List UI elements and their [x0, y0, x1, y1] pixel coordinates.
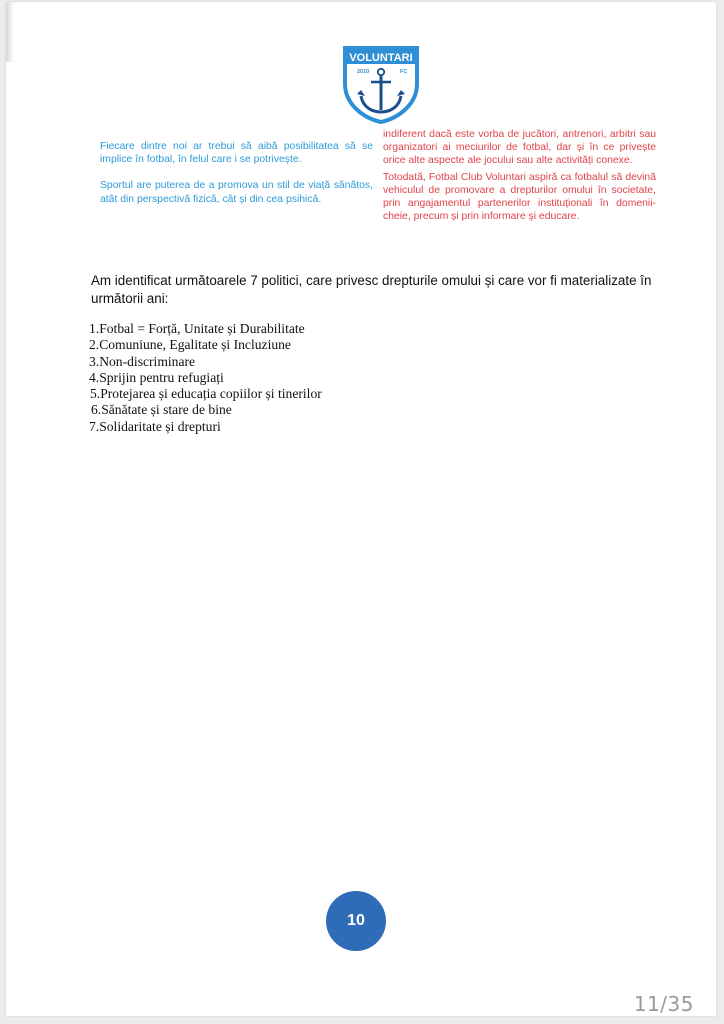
list-item: 1.Fotbal = Forță, Unitate și Durabilitate	[89, 321, 305, 336]
page-counter: 11/35	[633, 992, 694, 1016]
page-edge-shadow	[6, 2, 14, 62]
list-item: 2.Comuniune, Egalitate și Incluziune	[89, 337, 291, 353]
club-logo	[341, 44, 421, 124]
logo-suffix: FC	[400, 69, 408, 75]
right-paragraph-1: indiferent dacă este vorba de jucători, antrenori, arbitri sau organizatori ai meciurilor de fotbal, dar și în ce privește orice alte aspecte ale jocului sau alte activități conexe.	[383, 129, 656, 167]
list-item: 4.Sprijin pentru refugiați	[89, 369, 224, 385]
logo-year: 2010	[357, 69, 370, 75]
list-item: 6.Sănătate și stare de bine	[91, 402, 232, 418]
left-paragraph-2: Sportul are puterea de a promova un stil de viață sănătos, atât din perspectivă fizică, cât și din cea psihică.	[100, 180, 373, 205]
page-number-badge	[326, 891, 386, 951]
intro-paragraph: Am identificat următoarele 7 politici, care privesc drepturile omului și care vor fi materializate în următorii ani:	[91, 273, 652, 306]
right-paragraph-2: Totodată, Fotbal Club Voluntari aspiră ca fotbalul să devină vehiculul de promovare a drepturilor omului în societate, prin angajamentul partenerilor instituționali în domenii-cheie, precum și prin informare și educare.	[383, 171, 656, 223]
logo-text: VOLUNTARI	[349, 52, 413, 64]
right-column-text	[383, 128, 656, 226]
left-column-text	[100, 140, 373, 219]
list-item: 7.Solidaritate și drepturi	[89, 418, 221, 434]
page-number: 10	[347, 912, 365, 929]
left-paragraph-1: Fiecare dintre noi ar trebui să aibă posibilitatea să se implice în fotbal, în felul care i se potrivește.	[100, 141, 373, 166]
list-item: 3.Non-discriminare	[89, 353, 196, 369]
policy-list	[89, 321, 322, 435]
list-item: 5.Protejarea și educația copiilor și tinerilor	[90, 386, 322, 402]
